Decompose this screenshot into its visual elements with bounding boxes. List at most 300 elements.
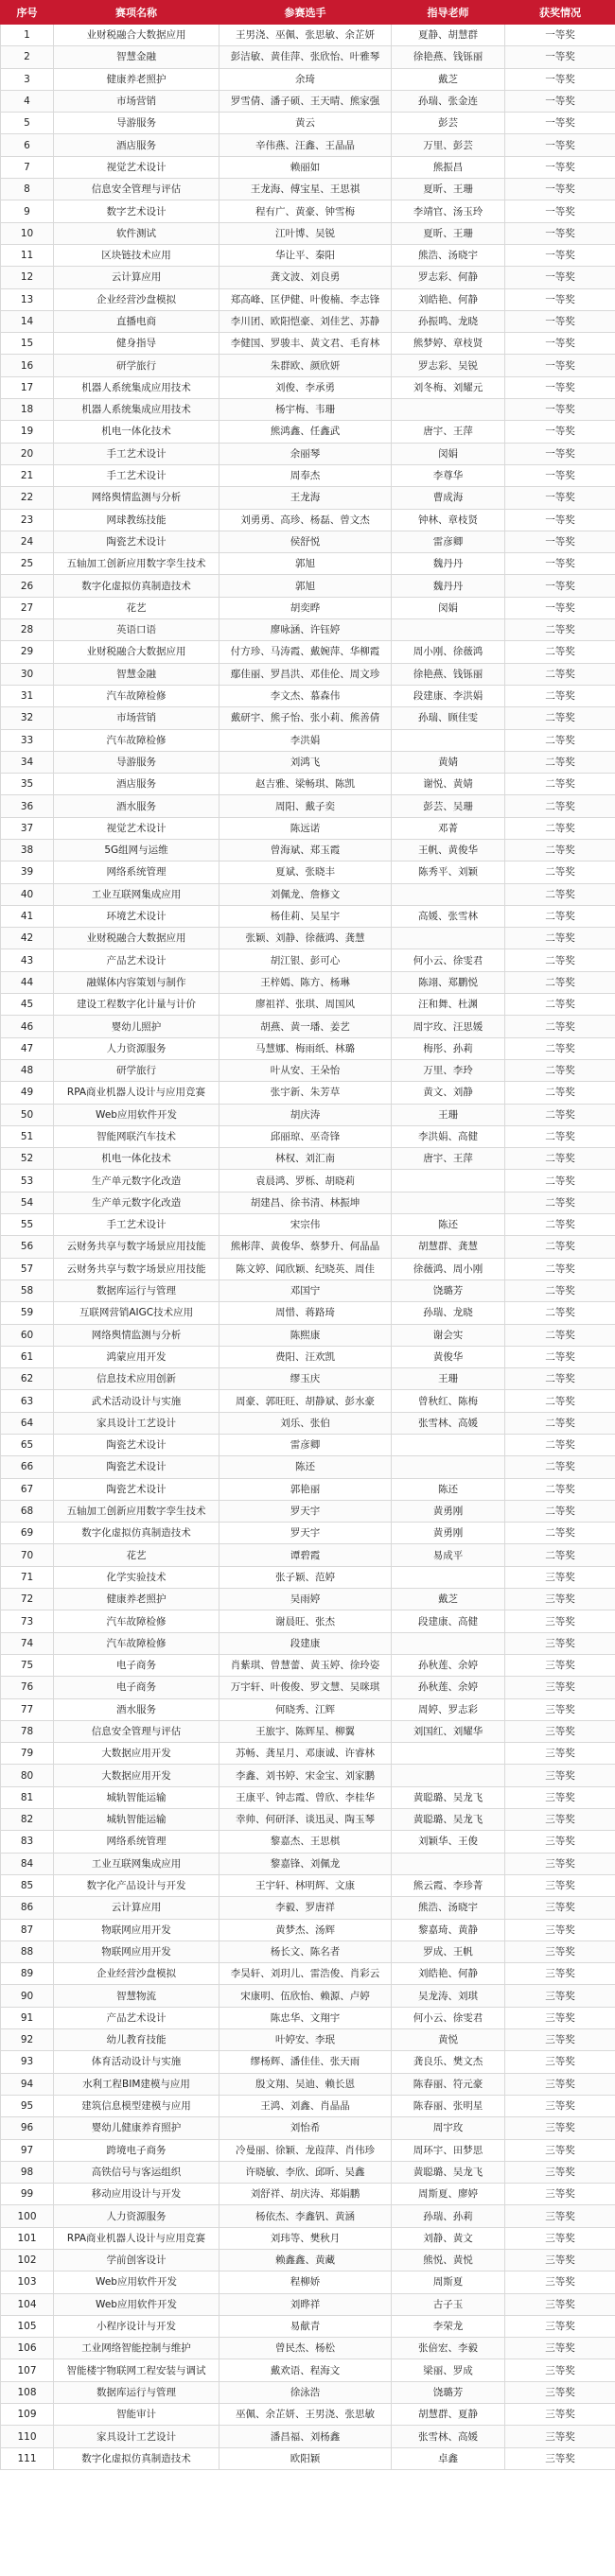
instructors: 周斯夏 — [392, 2271, 505, 2293]
table-row — [1, 1236, 615, 1258]
table-row — [1, 751, 615, 773]
award: 一等奖 — [505, 90, 615, 112]
award: 三等奖 — [505, 2338, 615, 2359]
contestants: 杨长文、陈名者 — [220, 1941, 392, 1962]
award: 二等奖 — [505, 1500, 615, 1522]
contestants: 戴欢语、程海文 — [220, 2359, 392, 2381]
event-name: 健康养老照护 — [54, 68, 220, 90]
award: 三等奖 — [505, 2359, 615, 2381]
row-index: 66 — [1, 1456, 54, 1478]
award: 二等奖 — [505, 774, 615, 795]
instructors: 谢悦、黄婧 — [392, 774, 505, 795]
event-name: Web应用软件开发 — [54, 1104, 220, 1125]
event-name: 生产单元数字化改造 — [54, 1192, 220, 1213]
row-index: 68 — [1, 1500, 54, 1522]
contestants: 熊鸿鑫、任鑫武 — [220, 421, 392, 443]
contestants: 张宇新、朱芳草 — [220, 1082, 392, 1104]
instructors: 卓鑫 — [392, 2447, 505, 2469]
award: 二等奖 — [505, 1258, 615, 1279]
row-index: 31 — [1, 685, 54, 706]
award: 二等奖 — [505, 1214, 615, 1236]
event-name: 体育活动设计与实施 — [54, 2051, 220, 2073]
event-name: 研学旅行 — [54, 355, 220, 376]
contestants: 罗天宇 — [220, 1500, 392, 1522]
award: 二等奖 — [505, 1192, 615, 1213]
event-name: 建设工程数字化计量与计价 — [54, 994, 220, 1016]
award: 一等奖 — [505, 421, 615, 443]
row-index: 105 — [1, 2315, 54, 2337]
event-name: 花艺 — [54, 1544, 220, 1566]
event-name: 互联网营销AIGC技术应用 — [54, 1302, 220, 1324]
event-name: 业财税融合大数据应用 — [54, 641, 220, 663]
table-row — [1, 1853, 615, 1874]
row-index: 16 — [1, 355, 54, 376]
award: 三等奖 — [505, 1765, 615, 1786]
award: 一等奖 — [505, 134, 615, 156]
award: 二等奖 — [505, 1148, 615, 1170]
table-row — [1, 597, 615, 618]
row-index: 47 — [1, 1037, 54, 1059]
row-index: 30 — [1, 663, 54, 685]
award: 一等奖 — [505, 376, 615, 398]
award: 三等奖 — [505, 1853, 615, 1874]
event-name: 导游服务 — [54, 751, 220, 773]
instructors: 李尊华 — [392, 464, 505, 486]
award: 二等奖 — [505, 949, 615, 971]
award: 三等奖 — [505, 2315, 615, 2337]
instructors: 李洪娟、高健 — [392, 1125, 505, 1147]
event-name: 汽车故障检修 — [54, 1610, 220, 1632]
award: 三等奖 — [505, 1677, 615, 1698]
contestants: 缪玉庆 — [220, 1368, 392, 1390]
instructors: 黄勇刚 — [392, 1500, 505, 1522]
table-row — [1, 68, 615, 90]
award: 二等奖 — [505, 994, 615, 1016]
table-row — [1, 685, 615, 706]
contestants: 胡建昌、徐书清、林振坤 — [220, 1192, 392, 1213]
instructors: 彭芸、吴珊 — [392, 795, 505, 817]
row-index: 3 — [1, 68, 54, 90]
event-name: 英语口语 — [54, 619, 220, 641]
award: 二等奖 — [505, 1544, 615, 1566]
event-name: 环境艺术设计 — [54, 905, 220, 927]
table-row — [1, 1589, 615, 1610]
table-row — [1, 156, 615, 178]
event-name: 智能楼宇物联网工程安装与调试 — [54, 2359, 220, 2381]
table-row — [1, 1919, 615, 1941]
event-name: 数字艺术设计 — [54, 200, 220, 222]
row-index: 37 — [1, 817, 54, 839]
row-index: 65 — [1, 1435, 54, 1456]
table-row — [1, 1897, 615, 1919]
table-row — [1, 376, 615, 398]
award: 三等奖 — [505, 2139, 615, 2161]
award: 二等奖 — [505, 751, 615, 773]
row-index: 76 — [1, 1677, 54, 1698]
table-row — [1, 1148, 615, 1170]
contestants: 罗雪倩、潘子硕、王天晴、熊家强 — [220, 90, 392, 112]
row-index: 42 — [1, 928, 54, 949]
instructors — [392, 1192, 505, 1213]
row-index: 24 — [1, 531, 54, 552]
instructors: 曹成海 — [392, 487, 505, 509]
row-index: 90 — [1, 1985, 54, 2007]
row-index: 40 — [1, 883, 54, 905]
award: 二等奖 — [505, 729, 615, 751]
row-index: 89 — [1, 1963, 54, 1985]
event-name: 陶瓷艺术设计 — [54, 1456, 220, 1478]
contestants: 刘玮等、樊秋月 — [220, 2227, 392, 2249]
instructors: 熊浩、汤晓宇 — [392, 1897, 505, 1919]
event-name: 直播电商 — [54, 310, 220, 332]
award: 三等奖 — [505, 1632, 615, 1654]
award: 一等奖 — [505, 200, 615, 222]
contestants: 郭旭 — [220, 553, 392, 575]
row-index: 26 — [1, 575, 54, 597]
award: 三等奖 — [505, 2381, 615, 2403]
table-row — [1, 2073, 615, 2095]
table-row — [1, 1125, 615, 1147]
award: 二等奖 — [505, 1390, 615, 1412]
award: 二等奖 — [505, 1456, 615, 1478]
row-index: 49 — [1, 1082, 54, 1104]
contestants: 谢晨旺、张杰 — [220, 1610, 392, 1632]
instructors: 黄聪璐、吴龙飞 — [392, 2161, 505, 2183]
instructors: 饶璐芳 — [392, 1279, 505, 1301]
row-index: 15 — [1, 333, 54, 355]
table-row — [1, 443, 615, 464]
instructors: 钟林、章枝贤 — [392, 509, 505, 531]
row-index: 61 — [1, 1346, 54, 1367]
row-index: 28 — [1, 619, 54, 641]
row-index: 80 — [1, 1765, 54, 1786]
contestants: 袁晨鸿、罗栎、胡晓莉 — [220, 1170, 392, 1192]
table-row — [1, 1170, 615, 1192]
table-row — [1, 1412, 615, 1434]
table-row — [1, 2227, 615, 2249]
row-index: 54 — [1, 1192, 54, 1213]
instructors: 夏昕、王珊 — [392, 222, 505, 244]
event-name: Web应用软件开发 — [54, 2271, 220, 2293]
instructors: 李靖官、汤玉玲 — [392, 200, 505, 222]
event-name: 工业互联网集成应用 — [54, 883, 220, 905]
table-row — [1, 421, 615, 443]
table-row — [1, 1544, 615, 1566]
table-row — [1, 1456, 615, 1478]
row-index: 100 — [1, 2205, 54, 2227]
row-index: 39 — [1, 862, 54, 883]
table-row — [1, 774, 615, 795]
contestants: 余琦 — [220, 68, 392, 90]
instructors: 王珊 — [392, 1368, 505, 1390]
award: 二等奖 — [505, 1346, 615, 1367]
table-row — [1, 288, 615, 310]
instructors: 徐薇鸿、周小刚 — [392, 1258, 505, 1279]
contestants: 赵吉雅、梁畅琪、陈凯 — [220, 774, 392, 795]
contestants: 黎嘉锋、刘佩龙 — [220, 1853, 392, 1874]
award: 一等奖 — [505, 267, 615, 288]
row-index: 1 — [1, 25, 54, 46]
contestants: 张颖、刘静、徐薇鸿、龚慧 — [220, 928, 392, 949]
instructors: 熊梦婷、章枝贤 — [392, 333, 505, 355]
row-index: 70 — [1, 1544, 54, 1566]
contestants: 杨宇梅、韦珊 — [220, 399, 392, 421]
contestants: 缪杨辉、潘佳佳、张天雨 — [220, 2051, 392, 2073]
contestants: 段建康 — [220, 1632, 392, 1654]
instructors: 黎嘉琦、黄静 — [392, 1919, 505, 1941]
event-name: 业财税融合大数据应用 — [54, 928, 220, 949]
contestants: 鄢佳丽、罗昌洪、邓佳伦、周文珍 — [220, 663, 392, 685]
event-name: 大数据应用开发 — [54, 1765, 220, 1786]
contestants: 宋宗伟 — [220, 1214, 392, 1236]
contestants: 黎嘉杰、王思棋 — [220, 1831, 392, 1853]
row-index: 48 — [1, 1059, 54, 1081]
instructors — [392, 619, 505, 641]
row-index: 35 — [1, 774, 54, 795]
row-index: 33 — [1, 729, 54, 751]
table-row — [1, 2381, 615, 2403]
award: 一等奖 — [505, 333, 615, 355]
event-name: 研学旅行 — [54, 1059, 220, 1081]
row-index: 25 — [1, 553, 54, 575]
row-index: 58 — [1, 1279, 54, 1301]
row-index: 106 — [1, 2338, 54, 2359]
table-row — [1, 1390, 615, 1412]
event-name: 机器人系统集成应用技术 — [54, 399, 220, 421]
event-name: 人力资源服务 — [54, 2205, 220, 2227]
instructors: 孙瑞、龙晓 — [392, 1302, 505, 1324]
row-index: 21 — [1, 464, 54, 486]
table-row — [1, 575, 615, 597]
event-name: 学前创客设计 — [54, 2249, 220, 2271]
award: 一等奖 — [505, 575, 615, 597]
event-name: 人力资源服务 — [54, 1037, 220, 1059]
award: 一等奖 — [505, 597, 615, 618]
award: 三等奖 — [505, 2029, 615, 2051]
award: 三等奖 — [505, 1809, 615, 1831]
event-name: 花艺 — [54, 597, 220, 618]
row-index: 111 — [1, 2447, 54, 2469]
row-index: 14 — [1, 310, 54, 332]
table-row — [1, 509, 615, 531]
table-row — [1, 1963, 615, 1985]
award: 一等奖 — [505, 310, 615, 332]
award: 一等奖 — [505, 46, 615, 68]
contestants: 张子颖、范婷 — [220, 1566, 392, 1588]
instructors: 孙秋莲、余婷 — [392, 1654, 505, 1676]
instructors: 何小云、徐雯君 — [392, 949, 505, 971]
instructors — [392, 1632, 505, 1654]
event-name: 智能审计 — [54, 2404, 220, 2426]
event-name: 企业经营沙盘模拟 — [54, 1963, 220, 1985]
row-index: 96 — [1, 2117, 54, 2139]
table-row — [1, 839, 615, 861]
instructors: 陈春丽、符元豪 — [392, 2073, 505, 2095]
event-name: 电子商务 — [54, 1677, 220, 1698]
table-row — [1, 1016, 615, 1037]
award: 二等奖 — [505, 839, 615, 861]
instructors: 罗成、王帆 — [392, 1941, 505, 1962]
instructors: 罗志彩、吴锐 — [392, 355, 505, 376]
header-contestants: 参赛选手 — [220, 1, 392, 25]
event-name: 软件测试 — [54, 222, 220, 244]
award: 一等奖 — [505, 487, 615, 509]
award: 一等奖 — [505, 443, 615, 464]
contestants: 陈远诺 — [220, 817, 392, 839]
award: 三等奖 — [505, 1985, 615, 2007]
row-index: 51 — [1, 1125, 54, 1147]
table-row — [1, 1192, 615, 1213]
instructors: 周小刚、徐薇鸿 — [392, 641, 505, 663]
award: 二等奖 — [505, 1412, 615, 1434]
table-row — [1, 1610, 615, 1632]
table-row — [1, 729, 615, 751]
contestants: 杨依杰、李鑫钒、黄涵 — [220, 2205, 392, 2227]
instructors: 夏静、胡慧群 — [392, 25, 505, 46]
table-row — [1, 1279, 615, 1301]
instructors: 黄勇刚 — [392, 1523, 505, 1544]
contestants: 赖鑫鑫、黄藏 — [220, 2249, 392, 2271]
table-header-row — [1, 1, 615, 25]
award: 三等奖 — [505, 1654, 615, 1676]
table-row — [1, 333, 615, 355]
instructors: 胡慧群、夏静 — [392, 2404, 505, 2426]
row-index: 43 — [1, 949, 54, 971]
award: 一等奖 — [505, 553, 615, 575]
instructors: 罗志彩、何静 — [392, 267, 505, 288]
table-row — [1, 994, 615, 1016]
contestants: 付方珍、马涛霞、戴婉萍、华柳霞 — [220, 641, 392, 663]
contestants: 刘乐、张伯 — [220, 1412, 392, 1434]
instructors: 曾秋红、陈梅 — [392, 1390, 505, 1412]
instructors — [392, 399, 505, 421]
row-index: 101 — [1, 2227, 54, 2249]
row-index: 34 — [1, 751, 54, 773]
contestants: 邱丽琼、巫奇锋 — [220, 1125, 392, 1147]
row-index: 77 — [1, 1698, 54, 1720]
table-row — [1, 2095, 615, 2116]
instructors: 熊云霞、李珍菁 — [392, 1874, 505, 1896]
award: 一等奖 — [505, 399, 615, 421]
instructors: 万里、彭芸 — [392, 134, 505, 156]
award: 三等奖 — [505, 2293, 615, 2315]
instructors: 易成平 — [392, 1544, 505, 1566]
award: 三等奖 — [505, 1720, 615, 1742]
event-name: 幼儿教育技能 — [54, 2029, 220, 2051]
contestants: 幸帅、何研泽、谈迅灵、陶玉琴 — [220, 1809, 392, 1831]
table-row — [1, 2139, 615, 2161]
instructors: 张雪林、高媛 — [392, 1412, 505, 1434]
event-name: 智慧金融 — [54, 663, 220, 685]
contestants: 程有广、黄豪、钟雪梅 — [220, 200, 392, 222]
instructors: 陈还 — [392, 1214, 505, 1236]
award: 一等奖 — [505, 509, 615, 531]
event-name: 网络舆情监测与分析 — [54, 487, 220, 509]
event-name: 家具设计工艺设计 — [54, 1412, 220, 1434]
table-row — [1, 1346, 615, 1367]
event-name: 市场营销 — [54, 707, 220, 729]
instructors: 王帆、黄俊华 — [392, 839, 505, 861]
table-row — [1, 2338, 615, 2359]
table-row — [1, 399, 615, 421]
instructors: 刘静、黄文 — [392, 2227, 505, 2249]
instructors: 孙瑞、顾佳雯 — [392, 707, 505, 729]
table-row — [1, 1654, 615, 1676]
contestants: 刘晔祥 — [220, 2293, 392, 2315]
event-name: 汽车故障检修 — [54, 1632, 220, 1654]
row-index: 4 — [1, 90, 54, 112]
row-index: 12 — [1, 267, 54, 288]
instructors: 邓菁 — [392, 817, 505, 839]
award: 三等奖 — [505, 2426, 615, 2447]
instructors: 饶璐芳 — [392, 2381, 505, 2403]
event-name: 武术活动设计与实施 — [54, 1390, 220, 1412]
table-row — [1, 1765, 615, 1786]
event-name: 区块链技术应用 — [54, 244, 220, 266]
contestants: 周豪、郭旺旺、胡静斌、彭水豪 — [220, 1390, 392, 1412]
award: 一等奖 — [505, 156, 615, 178]
instructors: 吴龙涛、刘琪 — [392, 1985, 505, 2007]
row-index: 10 — [1, 222, 54, 244]
award: 一等奖 — [505, 464, 615, 486]
table-row — [1, 1874, 615, 1896]
contestants: 邓国宁 — [220, 1279, 392, 1301]
event-name: 酒店服务 — [54, 134, 220, 156]
row-index: 46 — [1, 1016, 54, 1037]
award: 二等奖 — [505, 1324, 615, 1346]
table-row — [1, 2404, 615, 2426]
instructors: 段建康、李洪娟 — [392, 685, 505, 706]
row-index: 7 — [1, 156, 54, 178]
award: 三等奖 — [505, 1786, 615, 1808]
contestants: 郑高峰、匡伊健、叶俊楠、李志锋 — [220, 288, 392, 310]
contestants: 王男浇、巫佩、张思敏、余芷妍 — [220, 25, 392, 46]
contestants: 刘鸿飞 — [220, 751, 392, 773]
instructors: 陈秀平、刘颖 — [392, 862, 505, 883]
award: 一等奖 — [505, 288, 615, 310]
table-row — [1, 707, 615, 729]
instructors — [392, 1853, 505, 1874]
table-row — [1, 641, 615, 663]
row-index: 63 — [1, 1390, 54, 1412]
award: 二等奖 — [505, 1302, 615, 1324]
award: 二等奖 — [505, 1368, 615, 1390]
table-row — [1, 1302, 615, 1324]
row-index: 102 — [1, 2249, 54, 2271]
instructors: 段建康、高健 — [392, 1610, 505, 1632]
contestants: 廖咏涵、许钰婷 — [220, 619, 392, 641]
table-row — [1, 795, 615, 817]
event-name: 机电一体化技术 — [54, 1148, 220, 1170]
event-name: 城轨智能运输 — [54, 1786, 220, 1808]
table-row — [1, 113, 615, 134]
event-name: 工业网络智能控制与维护 — [54, 2338, 220, 2359]
award: 三等奖 — [505, 2051, 615, 2073]
table-row — [1, 310, 615, 332]
contestants: 胡庆涛 — [220, 1104, 392, 1125]
instructors: 戴芝 — [392, 1589, 505, 1610]
row-index: 92 — [1, 2029, 54, 2051]
instructors — [392, 1566, 505, 1588]
contestants: 周阳、戴子奕 — [220, 795, 392, 817]
row-index: 20 — [1, 443, 54, 464]
contestants: 杨佳莉、吴星宇 — [220, 905, 392, 927]
award: 三等奖 — [505, 1566, 615, 1588]
row-index: 85 — [1, 1874, 54, 1896]
instructors: 梅彤、孙莉 — [392, 1037, 505, 1059]
award: 三等奖 — [505, 1743, 615, 1765]
instructors: 黄婧 — [392, 751, 505, 773]
